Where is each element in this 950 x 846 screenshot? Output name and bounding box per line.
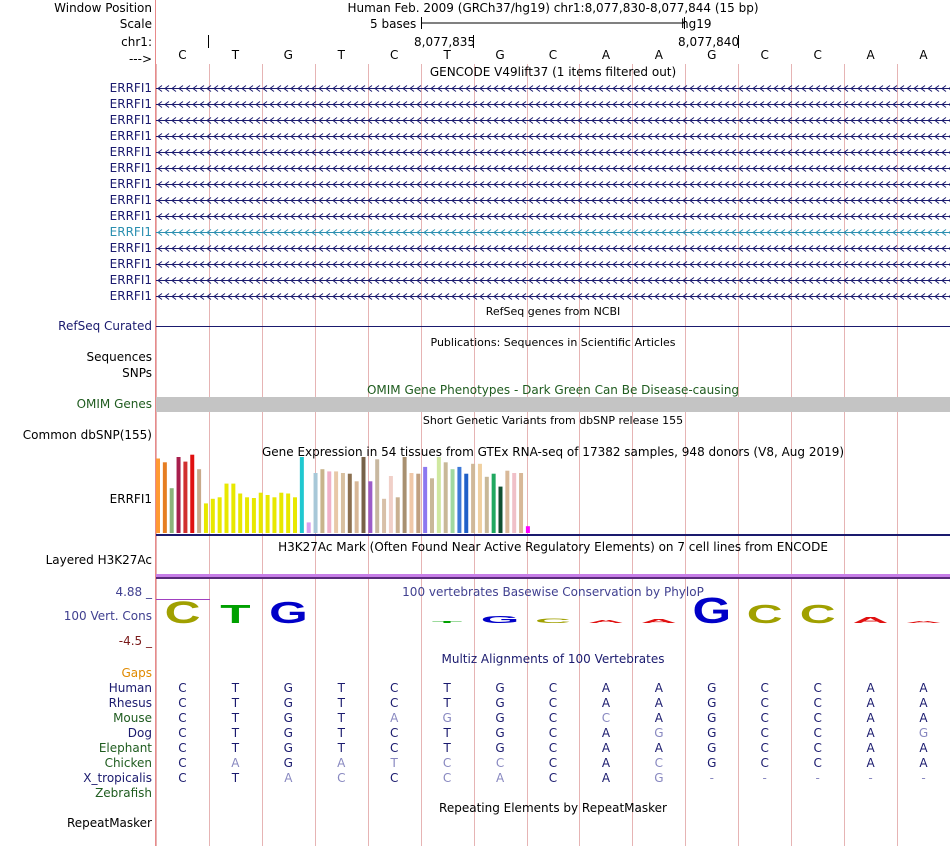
multiz-base: A <box>390 711 399 725</box>
multiz-base: G <box>495 696 505 710</box>
multiz-species-label[interactable]: Mouse <box>113 711 152 725</box>
multiz-base: T <box>231 741 240 755</box>
multiz-base: G <box>495 741 505 755</box>
sequence-base: C <box>389 48 399 62</box>
phylop-logo-letter: G <box>692 591 732 632</box>
multiz-track-title: Multiz Alignments of 100 Vertebrates <box>441 652 665 666</box>
multiz-base: G <box>495 711 505 725</box>
gtex-tissue-bar[interactable] <box>416 474 420 533</box>
gtex-tissue-bar[interactable] <box>471 464 475 533</box>
multiz-base: - <box>709 771 714 785</box>
scale-bases-text: 5 bases <box>370 17 417 31</box>
gtex-tissue-bar[interactable] <box>341 473 345 533</box>
multiz-base: C <box>178 771 187 785</box>
gtex-tissue-bar[interactable] <box>163 462 167 533</box>
gtex-track-title: Gene Expression in 54 tissues from GTEx RNA-seq of 17382 samples, 948 donors (V8, Aug 2019) <box>261 445 845 459</box>
multiz-base: C <box>178 726 187 740</box>
multiz-base: C <box>813 756 822 770</box>
multiz-base: C <box>548 696 558 710</box>
multiz-base: C <box>760 726 769 740</box>
h3k27ac-label[interactable]: Layered H3K27Ac <box>45 553 152 567</box>
multiz-base: C <box>548 771 558 785</box>
gtex-tissue-bar[interactable] <box>409 473 413 533</box>
multiz-base: C <box>813 726 822 740</box>
multiz-base: G <box>495 681 505 695</box>
multiz-base: C <box>548 726 558 740</box>
multiz-base: A <box>337 756 346 770</box>
multiz-base: - <box>921 771 926 785</box>
phylop-logo-letter: A <box>905 620 942 624</box>
gtex-tissue-bar[interactable] <box>266 495 270 533</box>
multiz-base: C <box>813 741 822 755</box>
omim-gene-bar[interactable] <box>156 397 950 412</box>
gtex-tissue-bar[interactable] <box>430 478 434 533</box>
gtex-tissue-bar[interactable] <box>526 526 530 533</box>
multiz-base: A <box>654 741 663 755</box>
phylop-logo-letter: C <box>799 600 836 629</box>
gtex-tissue-bar[interactable] <box>225 484 229 533</box>
sequence-base: C <box>760 48 769 62</box>
multiz-base: A <box>231 756 240 770</box>
gtex-tissue-bar[interactable] <box>464 474 468 533</box>
multiz-base: C <box>813 711 822 725</box>
multiz-base: A <box>284 771 293 785</box>
multiz-base: G <box>707 681 717 695</box>
assembly-text: hg19 <box>681 17 712 31</box>
gtex-tissue-bar[interactable] <box>327 471 331 533</box>
multiz-base: A <box>866 741 875 755</box>
gencode-transcript-label[interactable]: ERRFI1 <box>109 289 152 303</box>
gtex-tissue-bar[interactable] <box>238 494 242 534</box>
gtex-tissue-bar[interactable] <box>437 457 441 533</box>
multiz-base: A <box>601 726 611 740</box>
multiz-base: C <box>442 756 452 770</box>
phylop-logo-letter: A <box>852 615 889 625</box>
gtex-tissue-bar[interactable] <box>499 487 503 533</box>
gtex-tissue-bar[interactable] <box>314 473 318 533</box>
multiz-base: C <box>813 681 822 695</box>
phylop-logo-letter: C <box>746 600 783 629</box>
multiz-base: C <box>760 681 769 695</box>
gtex-tissue-bar[interactable] <box>375 459 379 533</box>
gtex-tissue-bar[interactable] <box>492 474 496 533</box>
phylop-logo-letter: T <box>220 600 251 629</box>
refseq-label[interactable]: RefSeq Curated <box>58 319 152 333</box>
gtex-tissue-bar[interactable] <box>231 484 235 533</box>
refseq-track-title: RefSeq genes from NCBI <box>485 305 621 318</box>
multiz-base: A <box>866 726 875 740</box>
h3k27ac-track-title: H3K27Ac Mark (Often Found Near Active Regulatory Elements) on 7 cell lines from ENCODE <box>278 540 828 554</box>
multiz-base: G <box>283 756 293 770</box>
sequence-base: G <box>283 48 293 62</box>
multiz-base: T <box>231 696 240 710</box>
gtex-tissue-bar[interactable] <box>382 499 386 533</box>
multiz-base: G <box>707 741 717 755</box>
multiz-species-label[interactable]: X_tropicalis <box>83 771 152 785</box>
multiz-base: G <box>283 696 293 710</box>
gtex-tissue-bar[interactable] <box>300 457 304 533</box>
multiz-base: T <box>337 726 345 740</box>
multiz-base: T <box>443 741 451 755</box>
gtex-tissue-bar[interactable] <box>183 462 187 533</box>
multiz-base: G <box>283 711 293 725</box>
chrom-label: chr1: <box>121 35 152 49</box>
gtex-tissue-bar[interactable] <box>423 467 427 533</box>
multiz-species-label[interactable]: Rhesus <box>108 696 152 710</box>
gtex-tissue-bar[interactable] <box>211 499 215 533</box>
multiz-base: C <box>178 756 187 770</box>
gtex-tissue-bar[interactable] <box>478 464 482 533</box>
multiz-base: - <box>815 771 820 785</box>
multiz-base: G <box>495 726 505 740</box>
gtex-tissue-bar[interactable] <box>197 469 201 533</box>
gtex-tissue-bar[interactable] <box>320 469 324 533</box>
multiz-base: C <box>389 741 399 755</box>
gtex-tissue-bar[interactable] <box>355 481 359 533</box>
gtex-tissue-bar[interactable] <box>512 473 516 533</box>
sequence-base: A <box>654 48 663 62</box>
dbsnp-label[interactable]: Common dbSNP(155) <box>22 428 152 442</box>
multiz-base: T <box>337 741 345 755</box>
gtex-tissue-bar[interactable] <box>451 469 455 533</box>
phylop-logo-letter: G <box>269 595 308 630</box>
multiz-species-label[interactable]: Dog <box>127 726 152 740</box>
multiz-base: A <box>654 696 663 710</box>
multiz-base: G <box>918 726 929 740</box>
multiz-base: C <box>813 696 822 710</box>
multiz-base: T <box>443 726 451 740</box>
phylop-logo-letter: A <box>588 618 624 625</box>
multiz-species-label[interactable]: Human <box>108 681 152 695</box>
multiz-base: A <box>601 771 611 785</box>
multiz-base: C <box>389 696 399 710</box>
gtex-label[interactable]: ERRFI1 <box>109 492 152 506</box>
multiz-base: C <box>760 756 769 770</box>
gtex-tissue-bar[interactable] <box>190 455 194 533</box>
phylop-logo-letter: C <box>164 593 201 630</box>
gencode-transcript-label[interactable]: ERRFI1 <box>109 225 152 239</box>
multiz-base: A <box>601 741 611 755</box>
gencode-transcript-label[interactable]: ERRFI1 <box>109 177 152 191</box>
gtex-tissue-bar[interactable] <box>279 493 283 533</box>
multiz-base: - <box>868 771 873 785</box>
multiz-base: T <box>337 696 345 710</box>
multiz-base: C <box>548 756 558 770</box>
track-data-area <box>156 0 950 846</box>
multiz-base: A <box>601 756 611 770</box>
h3k27ac-signal[interactable] <box>156 574 950 577</box>
gencode-transcript-label[interactable]: ERRFI1 <box>109 145 152 159</box>
coord-right: 8,077,840 <box>678 35 740 49</box>
multiz-base: C <box>178 741 187 755</box>
multiz-base: C <box>389 726 399 740</box>
multiz-base: G <box>707 756 717 770</box>
gtex-tissue-bar[interactable] <box>272 497 276 533</box>
gencode-track-title: GENCODE V49lift37 (1 items filtered out) <box>429 65 677 79</box>
gtex-tissue-bar[interactable] <box>204 503 208 533</box>
coord-left: 8,077,835 <box>414 35 476 49</box>
multiz-base: A <box>919 741 928 755</box>
gencode-transcript-label[interactable]: ERRFI1 <box>109 257 152 271</box>
multiz-base: G <box>283 741 293 755</box>
phylop-label[interactable]: 100 Vert. Cons <box>63 609 152 623</box>
publications-track-title: Publications: Sequences in Scientific Articles <box>430 336 676 349</box>
multiz-base: C <box>601 711 611 725</box>
gtex-tissue-bar[interactable] <box>170 488 174 533</box>
position-text: Human Feb. 2009 (GRCh37/hg19) chr1:8,077,830-8,077,844 (15 bp) <box>347 1 759 15</box>
strand-label: ---> <box>128 52 152 66</box>
gtex-tissue-bar[interactable] <box>505 471 509 533</box>
gtex-tissue-bar[interactable] <box>177 457 181 533</box>
gtex-bars[interactable] <box>156 455 530 533</box>
multiz-base: C <box>654 756 664 770</box>
multiz-base: C <box>548 711 558 725</box>
multiz-base: G <box>707 696 717 710</box>
multiz-base: A <box>495 771 505 785</box>
sequence-base: G <box>495 48 505 62</box>
gtex-tissue-bar[interactable] <box>245 497 249 533</box>
sequence-base: T <box>443 48 451 62</box>
sequence-base: A <box>919 48 928 62</box>
multiz-base: C <box>760 696 769 710</box>
multiz-base: C <box>495 756 505 770</box>
phylop-track-title: 100 vertebrates Basewise Conservation by PhyloP <box>402 585 704 599</box>
sequence-base: C <box>813 48 822 62</box>
omim-label[interactable]: OMIM Genes <box>76 397 152 411</box>
multiz-base: T <box>390 756 398 770</box>
multiz-base: T <box>443 681 451 695</box>
multiz-base: T <box>337 681 345 695</box>
gtex-tissue-bar[interactable] <box>252 498 256 533</box>
multiz-base: - <box>762 771 767 785</box>
gencode-transcript-label[interactable]: ERRFI1 <box>109 81 152 95</box>
dbsnp-track-title: Short Genetic Variants from dbSNP release 155 <box>422 414 684 427</box>
gtex-tissue-bar[interactable] <box>368 481 372 533</box>
gtex-tissue-bar[interactable] <box>307 522 311 533</box>
gtex-tissue-bar[interactable] <box>519 473 523 533</box>
phylop-logo-letter: G <box>480 613 520 626</box>
phylop-max-label: 4.88 _ <box>115 585 152 599</box>
gtex-tissue-bar[interactable] <box>457 467 461 533</box>
publications-sequences-label[interactable]: Sequences <box>86 350 152 364</box>
multiz-base: C <box>389 681 399 695</box>
gtex-tissue-bar[interactable] <box>293 497 297 533</box>
multiz-base: G <box>654 771 664 785</box>
multiz-base: T <box>443 696 451 710</box>
multiz-species-label[interactable]: Elephant <box>98 741 152 755</box>
multiz-base: A <box>866 711 875 725</box>
multiz-base: A <box>919 756 928 770</box>
gencode-transcript-label[interactable]: ERRFI1 <box>109 209 152 223</box>
sequence-base: T <box>231 48 240 62</box>
multiz-base: A <box>601 681 611 695</box>
multiz-base: C <box>337 771 346 785</box>
gencode-transcript-label[interactable]: ERRFI1 <box>109 97 152 111</box>
multiz-base: C <box>178 681 187 695</box>
multiz-base: G <box>283 726 293 740</box>
multiz-species-label[interactable]: Chicken <box>104 756 152 770</box>
multiz-base: A <box>601 696 611 710</box>
sequence-base: A <box>601 48 611 62</box>
gtex-tissue-bar[interactable] <box>218 497 222 533</box>
multiz-base: A <box>866 756 875 770</box>
gencode-transcript-label[interactable]: ERRFI1 <box>109 273 152 287</box>
gencode-transcript-label[interactable]: ERRFI1 <box>109 241 152 255</box>
sequence-base: C <box>178 48 187 62</box>
multiz-base: C <box>760 741 769 755</box>
multiz-base: G <box>442 711 452 725</box>
omim-track-title: OMIM Gene Phenotypes - Dark Green Can Be Disease-causing <box>366 383 740 397</box>
multiz-base: A <box>866 696 875 710</box>
gencode-transcript-label[interactable]: ERRFI1 <box>109 113 152 127</box>
multiz-base: C <box>178 696 187 710</box>
multiz-base: G <box>283 681 293 695</box>
phylop-logo-letter: A <box>640 618 677 625</box>
repeatmasker-track-title: Repeating Elements by RepeatMasker <box>439 801 667 815</box>
sequence-base: T <box>337 48 345 62</box>
gtex-tissue-bar[interactable] <box>389 476 393 533</box>
scale-label: Scale <box>119 17 152 31</box>
phylop-min-label: -4.5 _ <box>118 634 152 648</box>
multiz-base: T <box>231 771 240 785</box>
sequence-base: G <box>707 48 717 62</box>
multiz-base: A <box>919 696 928 710</box>
multiz-base: C <box>760 711 769 725</box>
gencode-transcript-label[interactable]: ERRFI1 <box>109 161 152 175</box>
gtex-tissue-bar[interactable] <box>403 457 407 533</box>
gtex-tissue-bar[interactable] <box>156 459 160 534</box>
sequence-base: A <box>866 48 875 62</box>
gtex-tissue-bar[interactable] <box>286 494 290 534</box>
multiz-base: A <box>654 681 663 695</box>
multiz-base: G <box>654 726 664 740</box>
multiz-base: G <box>707 711 717 725</box>
multiz-base: C <box>389 771 399 785</box>
repeatmasker-label[interactable]: RepeatMasker <box>66 816 152 830</box>
multiz-base: A <box>866 681 875 695</box>
h3k27ac-signal-dark <box>156 577 950 579</box>
gtex-tissue-bar[interactable] <box>444 462 448 533</box>
multiz-base: C <box>442 771 452 785</box>
multiz-base: A <box>919 681 928 695</box>
phylop-logo-letter: T <box>431 620 463 624</box>
multiz-base: G <box>707 726 717 740</box>
gencode-transcripts[interactable] <box>156 86 950 300</box>
gaps-label[interactable]: Gaps <box>121 666 152 680</box>
phylop-logo-letter: C <box>535 617 571 625</box>
gtex-tissue-bar[interactable] <box>348 474 352 533</box>
multiz-base: C <box>548 681 558 695</box>
gtex-tissue-bar[interactable] <box>362 457 366 533</box>
multiz-base: C <box>548 741 558 755</box>
sequence-base: C <box>548 48 558 62</box>
multiz-base: A <box>654 711 663 725</box>
multiz-base: T <box>231 681 240 695</box>
publications-snps-label[interactable]: SNPs <box>122 366 152 380</box>
multiz-base: T <box>337 711 345 725</box>
window-position-label: Window Position <box>54 1 152 15</box>
gencode-transcript-label[interactable]: ERRFI1 <box>109 193 152 207</box>
gtex-tissue-bar[interactable] <box>334 471 338 533</box>
gtex-tissue-bar[interactable] <box>259 493 263 533</box>
multiz-base: A <box>919 711 928 725</box>
gencode-transcript-label[interactable]: ERRFI1 <box>109 129 152 143</box>
multiz-base: T <box>231 711 240 725</box>
gtex-tissue-bar[interactable] <box>396 497 400 533</box>
multiz-base: C <box>178 711 187 725</box>
multiz-base: T <box>231 726 240 740</box>
gtex-tissue-bar[interactable] <box>485 477 489 533</box>
multiz-species-label[interactable]: Zebrafish <box>95 786 152 800</box>
